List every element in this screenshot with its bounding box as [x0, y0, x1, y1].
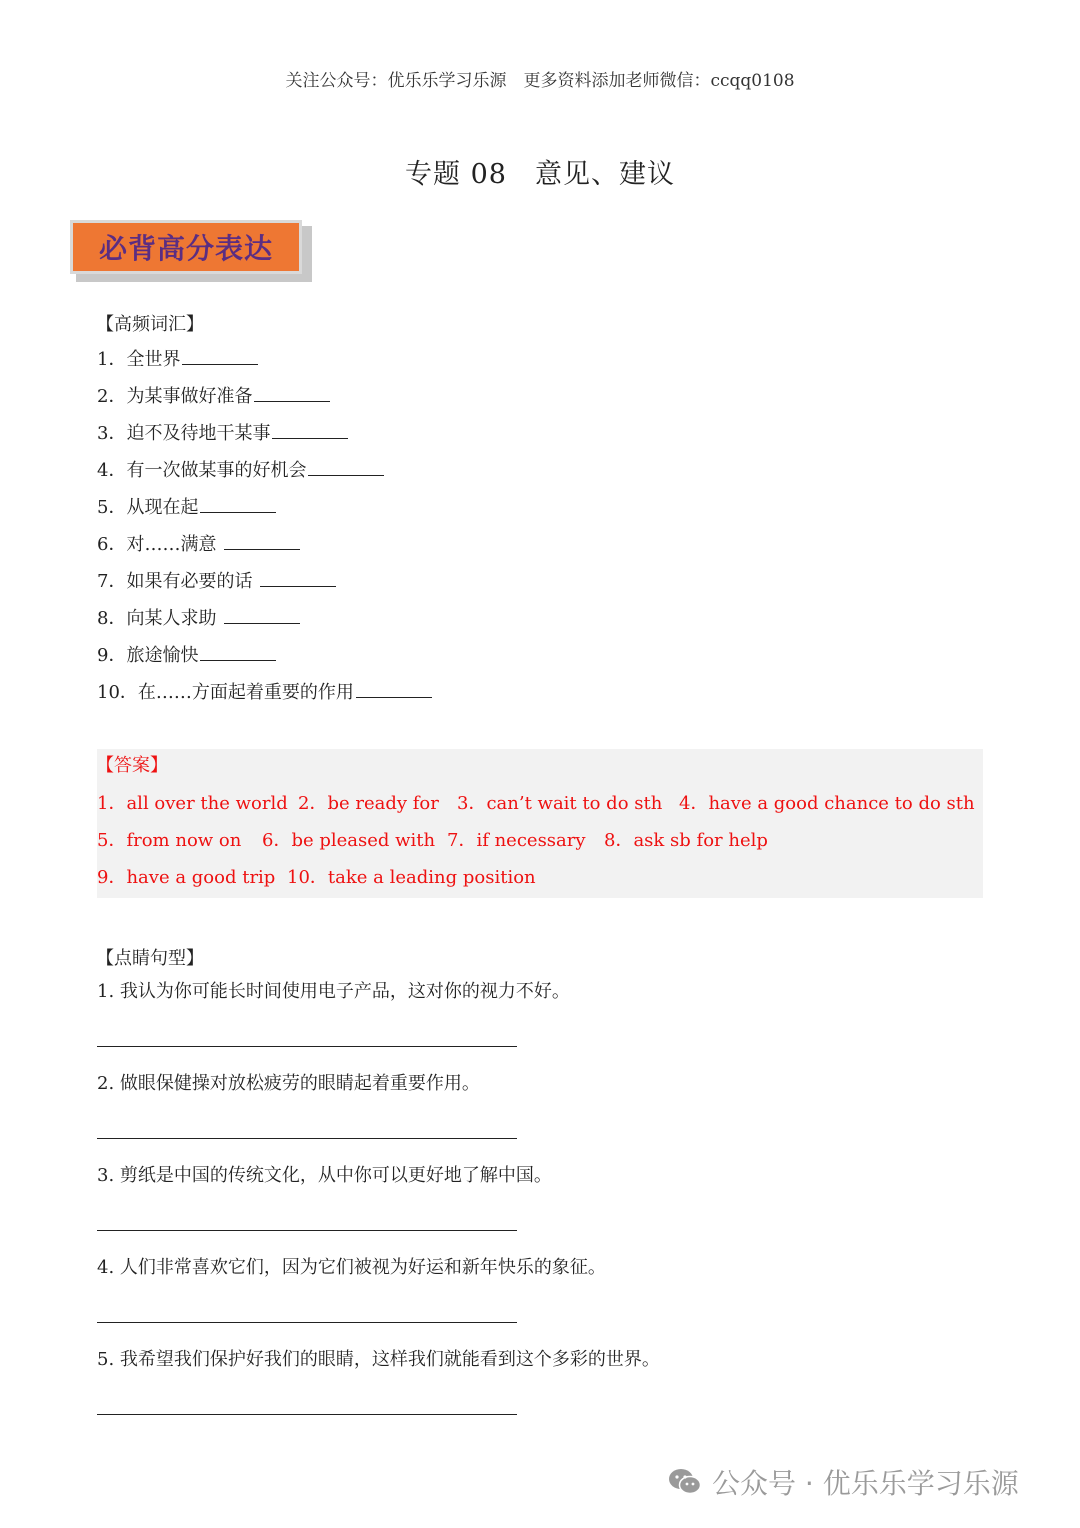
vocab-item: [97, 494, 432, 531]
answer-item: 9．have a good trip: [97, 867, 276, 888]
answer-blank: [200, 642, 276, 661]
vocab-number: 9．: [97, 645, 127, 666]
answer-item: 2．be ready for: [298, 793, 439, 814]
vocab-text: 有一次做某事的好机会: [126, 460, 307, 481]
banner-box: [70, 220, 302, 274]
vocab-number: 5．: [97, 497, 127, 518]
sentence-item: [97, 1164, 660, 1256]
document-title: 专题 08 意见、建议: [405, 159, 675, 190]
answer-blank: [308, 457, 384, 476]
vocab-item: [97, 605, 432, 642]
vocab-number: 7．: [97, 571, 127, 592]
answer-item: 3．can’t wait to do sth: [457, 793, 663, 814]
sentence-heading: 【点睛句型】: [96, 948, 204, 969]
vocab-number: 3．: [97, 423, 127, 444]
sentence-item: [97, 1256, 660, 1348]
answer-blank: [260, 568, 336, 587]
answer-line: [97, 1414, 517, 1415]
vocab-item: [97, 346, 432, 383]
answer-label: 【答案】: [96, 755, 168, 776]
vocab-item: [97, 531, 432, 568]
section-banner: [70, 220, 314, 284]
sentence-prompt: 2. 做眼保健操对放松疲劳的眼睛起着重要作用。: [97, 1073, 480, 1094]
vocab-number: 8．: [97, 608, 127, 629]
vocab-text: 在……方面起着重要的作用: [137, 682, 354, 703]
answer-line: [97, 1046, 517, 1047]
vocab-text: 迫不及待地干某事: [126, 423, 271, 444]
answer-blank: [224, 605, 300, 624]
vocab-item: [97, 457, 432, 494]
answer-item: 1．all over the world: [97, 793, 288, 814]
answer-item: 10．take a leading position: [287, 867, 536, 888]
answer-blank: [200, 494, 276, 513]
vocab-number: 1．: [97, 349, 127, 370]
answer-item: 7．if necessary: [447, 830, 586, 851]
watermark-text: 公众号 · 优乐乐学习乐源: [712, 1467, 1019, 1500]
vocab-list: [97, 346, 432, 716]
answer-line: [97, 1230, 517, 1231]
wechat-icon: [668, 1467, 702, 1497]
banner-label: 必背高分表达: [98, 232, 273, 265]
sentence-item: [97, 1348, 660, 1440]
vocab-text: 全世界: [126, 349, 181, 370]
sentence-list: [97, 980, 660, 1440]
answer-blank: [356, 679, 432, 698]
sentence-item: [97, 980, 660, 1072]
vocab-item: [97, 383, 432, 420]
answer-item: 8．ask sb for help: [604, 830, 768, 851]
answer-item: 6．be pleased with: [262, 830, 436, 851]
answer-item: 4．have a good chance to do sth: [679, 793, 975, 814]
vocab-text: 向某人求助: [126, 608, 223, 629]
vocab-text: 如果有必要的话: [126, 571, 259, 592]
answer-blank: [254, 383, 330, 402]
sentence-prompt: 1. 我认为你可能长时间使用电子产品，这对你的视力不好。: [97, 981, 570, 1002]
answer-item: 5．from now on: [97, 830, 242, 851]
sentence-prompt: 4. 人们非常喜欢它们，因为它们被视为好运和新年快乐的象征。: [97, 1257, 606, 1278]
vocab-text: 旅途愉快: [126, 645, 199, 666]
vocab-number: 2．: [97, 386, 127, 407]
vocab-text: 从现在起: [126, 497, 199, 518]
vocab-text: 为某事做好准备: [126, 386, 253, 407]
vocab-number: 6．: [97, 534, 127, 555]
vocab-item: [97, 568, 432, 605]
vocab-heading: 【高频词汇】: [96, 314, 204, 335]
header-note: 关注公众号：优乐乐学习乐源 更多资料添加老师微信：ccqq0108: [285, 71, 795, 91]
vocab-item: [97, 420, 432, 457]
answer-blank: [224, 531, 300, 550]
answer-blank: [272, 420, 348, 439]
vocab-number: 4．: [97, 460, 127, 481]
vocab-number: 10．: [97, 682, 138, 703]
vocab-text: 对……满意: [126, 534, 223, 555]
sentence-prompt: 3. 剪纸是中国的传统文化，从中你可以更好地了解中国。: [97, 1165, 552, 1186]
answer-line: [97, 1322, 517, 1323]
answer-line: [97, 1138, 517, 1139]
vocab-item: [97, 642, 432, 679]
watermark: [668, 1462, 1019, 1502]
sentence-item: [97, 1072, 660, 1164]
sentence-prompt: 5. 我希望我们保护好我们的眼睛，这样我们就能看到这个多彩的世界。: [97, 1349, 660, 1370]
vocab-item: [97, 679, 432, 716]
answer-blank: [182, 346, 258, 365]
